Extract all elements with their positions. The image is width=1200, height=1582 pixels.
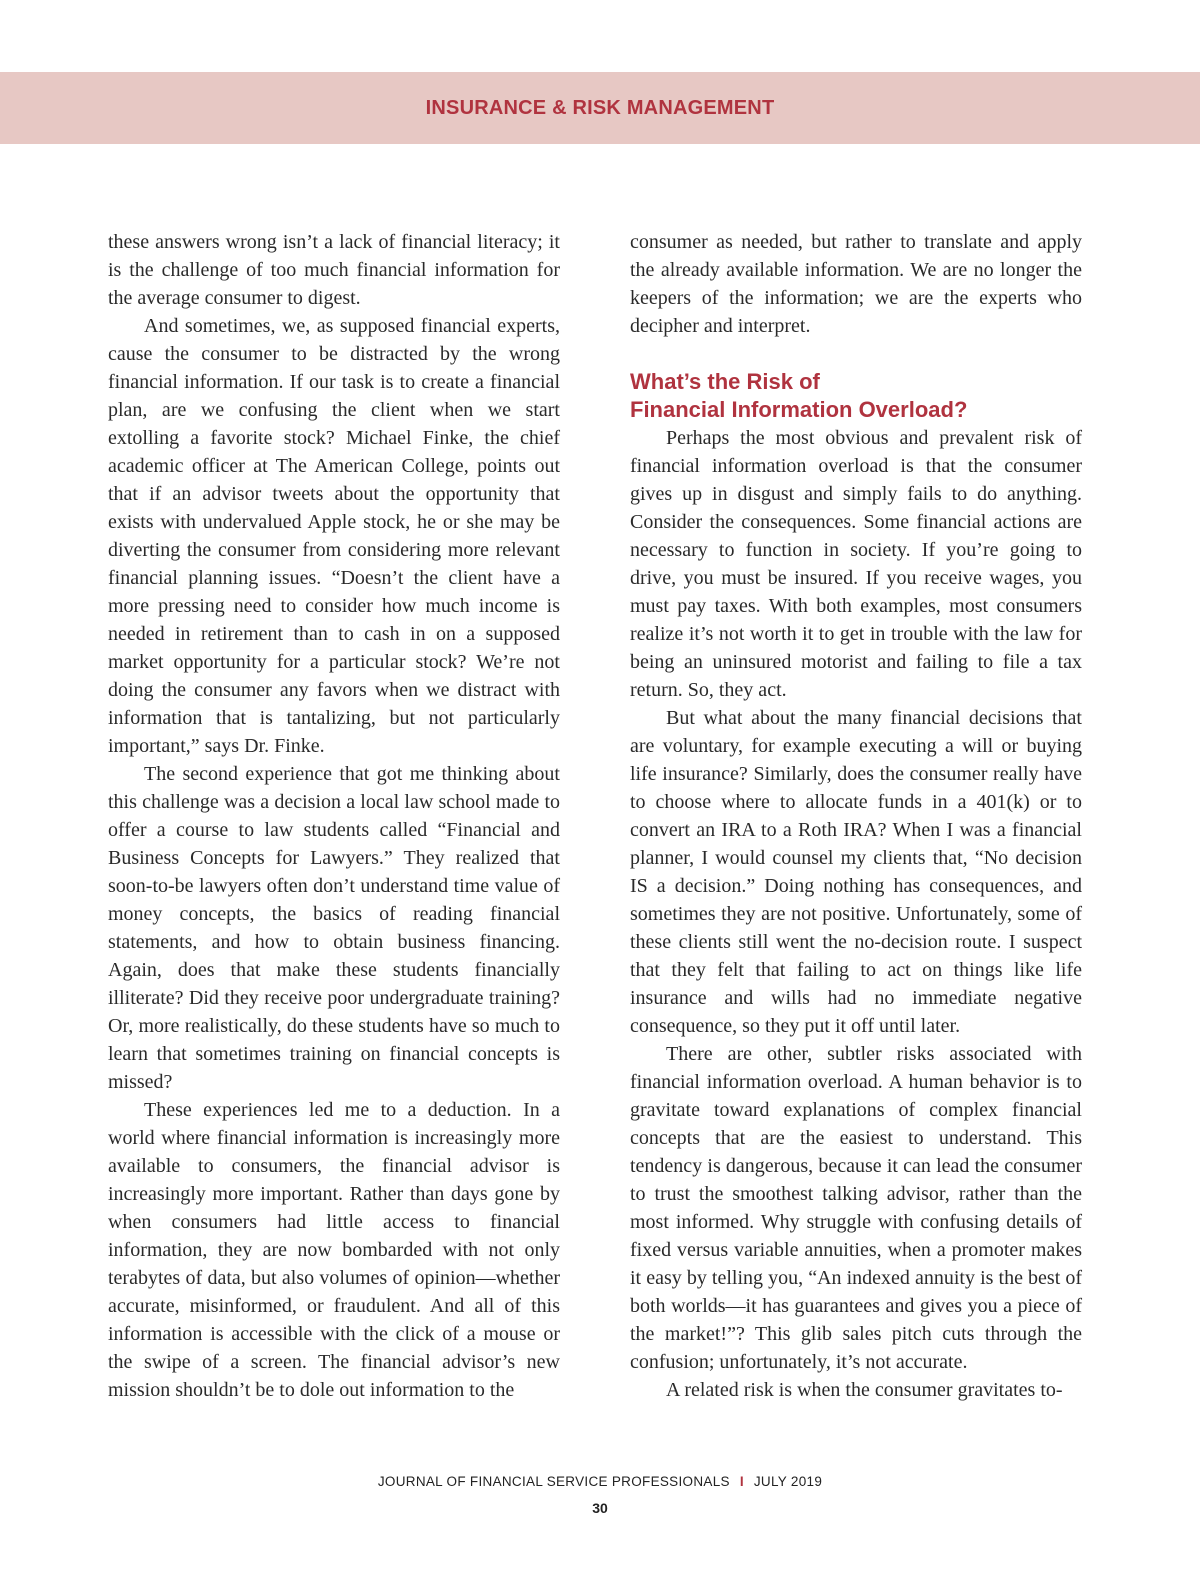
body-paragraph: The second experience that got me thinking about this challenge was a decision a local law school made to offer a course to law students called “Financial and Business Concepts for Lawyers.” They realized that soon-to-be lawyers often don’t understand time value of money concepts, the basics of reading financial statements, and how to obtain business financing. Again, does that make these students financially illiterate? Did they receive poor undergraduate training? Or, more realistically, do these students have so much to learn that sometimes training on financial concepts is missed?: [108, 763, 560, 1093]
right-column: [630, 228, 1082, 1404]
subheading-line: Financial Information Overload?: [630, 397, 968, 422]
section-header-band: [0, 72, 1200, 144]
body-paragraph: There are other, subtler risks associated with financial information overload. A human behavior is to gravitate toward explanations of complex financial concepts that are the easiest to understand. This tendency is dangerous, because it can lead the consumer to trust the smoothest talking advisor, rather than the most informed. Why struggle with confusing details of fixed versus variable annuities, when a promoter makes it easy by telling you, “An indexed annuity is the best of both worlds—it has guarantees and gives you a piece of the market!”? This glib sales pitch cuts through the confusion; unfortunately, it’s not accurate.: [630, 1043, 1082, 1373]
subheading-line: What’s the Risk of: [630, 369, 820, 394]
section-subheading: [630, 368, 1082, 424]
body-paragraph: Perhaps the most obvious and prevalent risk of financial information overload is that the consumer gives up in disgust and simply fails to do anything. Consider the consequences. Some financial actions are necessary to function in society. If you’re going to drive, you must be insured. If you receive wages, you must pay taxes. With both examples, most consumers realize it’s not worth it to get in trouble with the law for being an uninsured motorist and failing to file a tax return. So, they act.: [630, 427, 1082, 701]
left-column: [108, 228, 560, 1404]
footer-separator: I: [739, 1474, 744, 1489]
page-number: 30: [592, 1500, 608, 1516]
body-paragraph: These experiences led me to a deduction. In a world where financial information is increasingly more available to consumers, the financial advisor is increasingly more important. Rather than days gone by when consumers had little access to financial information, they are now bombarded with not only terabytes of data, but also volumes of opinion—whether accurate, misinformed, or fraudulent. And all of this information is accessible with the click of a mouse or the swipe of a screen. The financial advisor’s new mission shouldn’t be to dole out information to the: [108, 1099, 560, 1401]
journal-name: JOURNAL OF FINANCIAL SERVICE PROFESSIONALS: [377, 1474, 730, 1489]
body-paragraph: But what about the many financial decisions that are voluntary, for example executing a will or buying life insurance? Similarly, does the consumer really have to choose where to allocate funds in a 401(k) or to convert an IRA to a Roth IRA? When I was a financial planner, I would counsel my clients that, “No decision IS a decision.” Doing nothing has consequences, and sometimes they are not positive. Unfortunately, some of these clients still went the no-decision route. I suspect that they felt that failing to act on things like life insurance and wills had no immediate negative consequence, so they put it off until later.: [630, 707, 1082, 1037]
body-paragraph: And sometimes, we, as supposed financial experts, cause the consumer to be distracted by the wrong financial information. If our task is to create a financial plan, are we confusing the client when we start extolling a favorite stock? Michael Finke, the chief academic officer at The American College, points out that if an advisor tweets about the opportunity that exists with undervalued Apple stock, he or she may be diverting the consumer from considering more relevant financial planning issues. “Doesn’t the client have a more pressing need to consider how much income is needed in retirement than to cash in on a supposed market opportunity for a particular stock? We’re not doing the consumer any favors when we distract with information that is tantalizing, but not particularly important,” says Dr. Finke.: [108, 315, 560, 757]
body-paragraph: consumer as needed, but rather to translate and apply the already available information. We are no longer the keepers of the information; we are the experts who decipher and interpret.: [630, 231, 1082, 337]
section-title: INSURANCE & RISK MANAGEMENT: [425, 96, 775, 119]
body-paragraph: these answers wrong isn’t a lack of financial literacy; it is the challenge of too much financial information for the average consumer to digest.: [108, 231, 560, 309]
body-paragraph: A related risk is when the consumer gravitates to-: [666, 1379, 1063, 1401]
page-footer: [0, 1474, 1200, 1489]
issue-date: JULY 2019: [753, 1474, 823, 1489]
